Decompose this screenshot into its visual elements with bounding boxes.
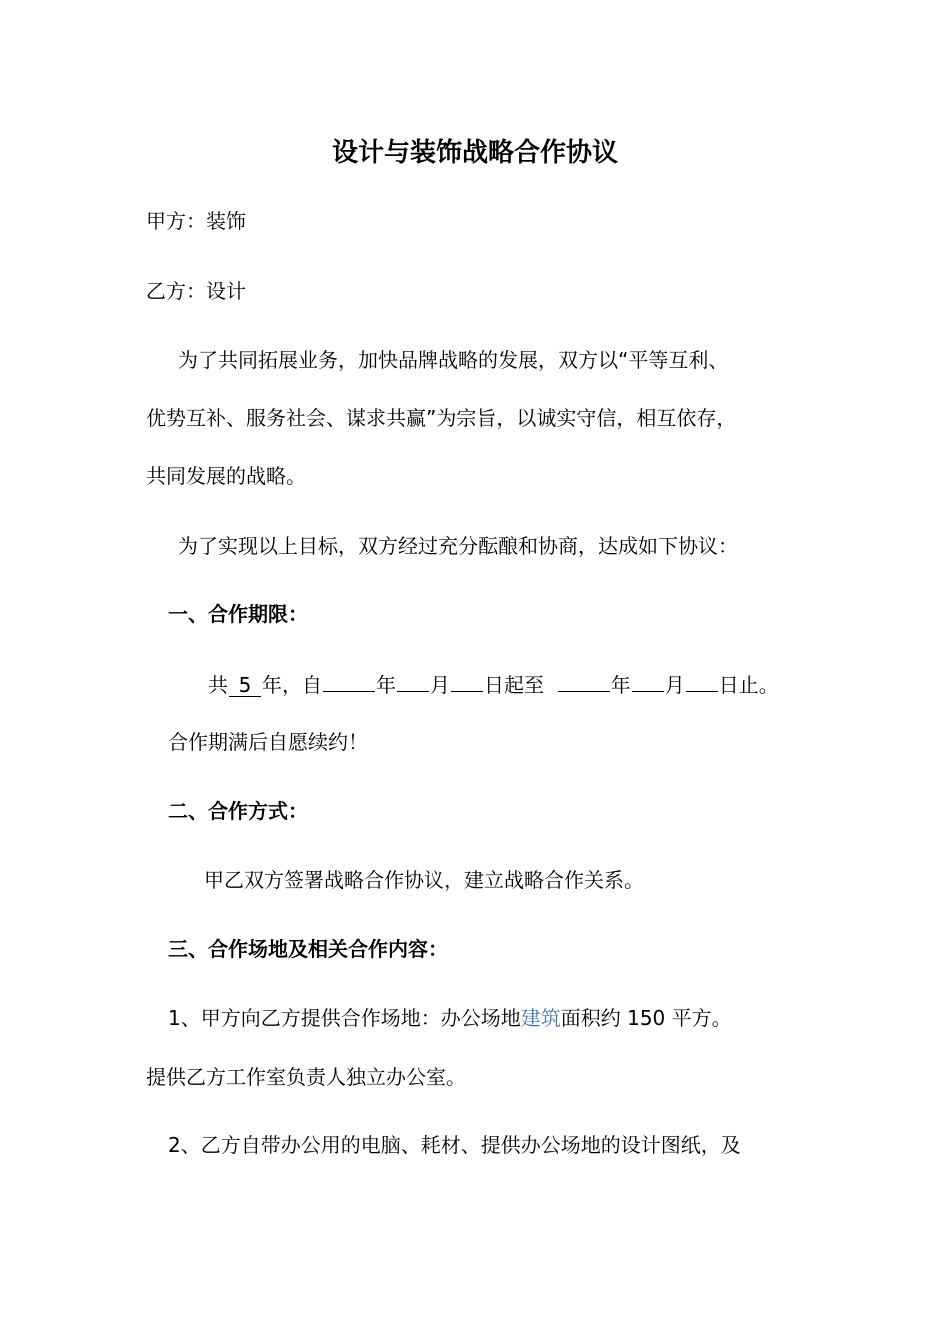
term-years-field: 5	[229, 674, 261, 697]
end-month-blank	[632, 669, 664, 692]
start-year-blank	[323, 669, 375, 692]
start-year-label: 年	[376, 673, 396, 697]
document-title: 设计与装饰战略合作协议	[331, 138, 618, 168]
start-month-blank	[397, 669, 429, 692]
start-day-label: 日起至	[484, 673, 544, 697]
intro-paragraph-line-2: 优势互补、服务社会、谋求共赢”为宗旨，以诚实守信，相互依存，	[146, 406, 737, 430]
renewal-note: 合作期满后自愿续约！	[168, 730, 368, 754]
building-link[interactable]: 建筑	[520, 1006, 561, 1030]
section-3-heading: 三、合作场地及相关合作内容：	[168, 937, 448, 961]
section-1-heading: 一、合作期限：	[168, 602, 308, 626]
section-3-item-2: 2、乙方自带办公用的电脑、耗材、提供办公场地的设计图纸，及	[168, 1133, 741, 1157]
term-line	[208, 669, 779, 699]
end-year-blank	[558, 669, 610, 692]
section-2-heading: 二、合作方式：	[168, 799, 308, 823]
section-2-body: 甲乙双方签署战略合作协议，建立战略合作关系。	[204, 868, 644, 892]
end-day-label: 日止。	[718, 673, 779, 697]
start-month-label: 月	[430, 673, 450, 697]
intro-paragraph-line-1: 为了共同拓展业务，加快品牌战略的发展，双方以“平等互利、	[178, 348, 729, 372]
agreement-statement: 为了实现以上目标，双方经过充分酝酿和协商，达成如下协议：	[178, 534, 738, 558]
party-b: 乙方：设计	[146, 279, 246, 303]
party-a: 甲方：装饰	[146, 209, 246, 233]
section-3-item-1	[168, 1004, 732, 1032]
section-3-item-1-line-2: 提供乙方工作室负责人独立办公室。	[146, 1065, 466, 1089]
end-day-blank	[686, 669, 718, 692]
term-prefix: 共	[208, 673, 228, 697]
item-1-prefix: 1、甲方向乙方提供合作场地：办公场地	[168, 1006, 521, 1030]
end-month-label: 月	[664, 673, 685, 697]
start-day-blank	[451, 669, 483, 692]
intro-paragraph-line-3: 共同发展的战略。	[146, 464, 306, 488]
item-1-suffix: 面积约 150 平方。	[560, 1006, 732, 1030]
end-year-label: 年	[610, 673, 631, 697]
term-years-unit: 年，自	[262, 673, 322, 697]
